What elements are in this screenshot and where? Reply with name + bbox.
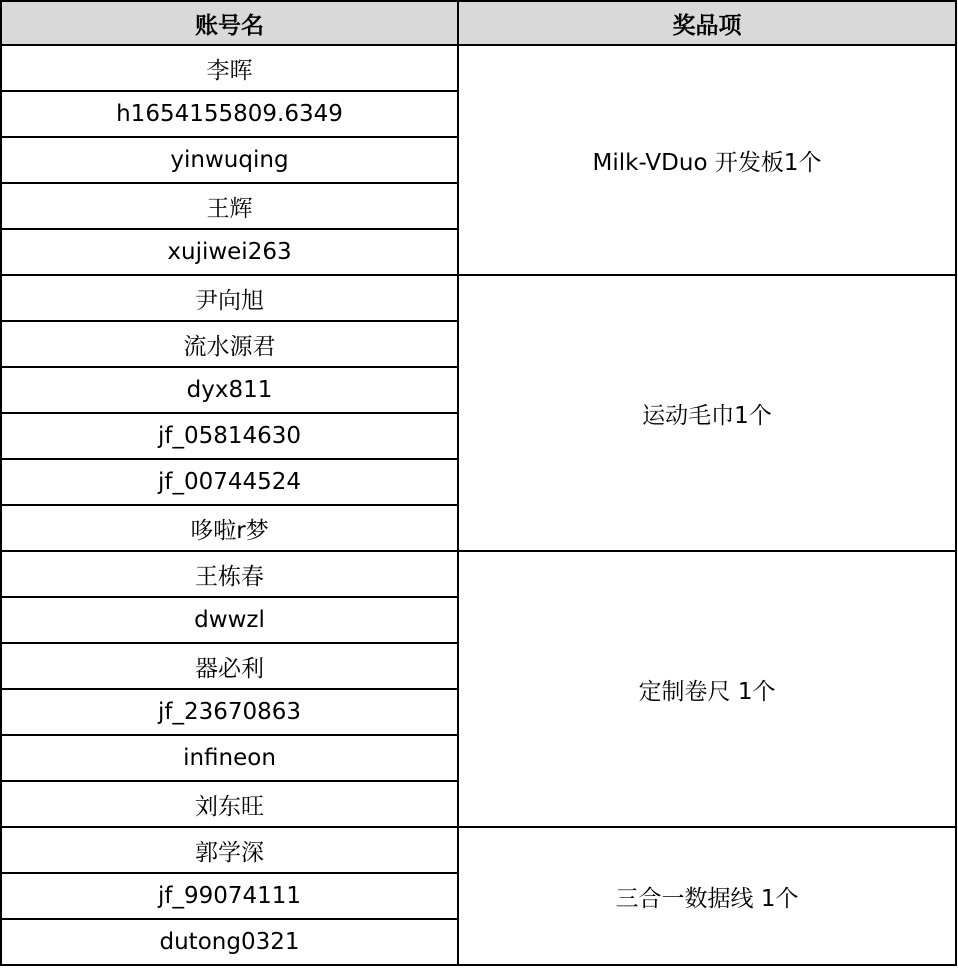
prize-cell: 定制卷尺 1个 xyxy=(458,551,956,827)
account-cell: 王栋春 xyxy=(1,551,458,597)
table-row xyxy=(1,551,956,597)
prize-cell: 运动毛巾1个 xyxy=(458,275,956,551)
account-cell: jf_99074111 xyxy=(1,873,458,919)
account-cell: 郭学深 xyxy=(1,827,458,873)
table-header xyxy=(1,1,956,45)
header-account-name: 账号名 xyxy=(1,1,458,45)
account-cell: h1654155809.6349 xyxy=(1,91,458,137)
table-row xyxy=(1,827,956,873)
prize-cell: 三合一数据线 1个 xyxy=(458,827,956,965)
account-cell: 刘东旺 xyxy=(1,781,458,827)
account-cell: xujiwei263 xyxy=(1,229,458,275)
header-prize: 奖品项 xyxy=(458,1,956,45)
account-cell: 王辉 xyxy=(1,183,458,229)
account-cell: jf_05814630 xyxy=(1,413,458,459)
account-cell: dutong0321 xyxy=(1,919,458,965)
table-body xyxy=(1,45,956,965)
account-cell: 哆啦r梦 xyxy=(1,505,458,551)
account-cell: dwwzl xyxy=(1,597,458,643)
account-cell: yinwuqing xyxy=(1,137,458,183)
table-row xyxy=(1,45,956,91)
account-cell: 流水源君 xyxy=(1,321,458,367)
prize-cell: Milk-VDuo 开发板1个 xyxy=(458,45,956,275)
account-cell: jf_00744524 xyxy=(1,459,458,505)
account-cell: dyx811 xyxy=(1,367,458,413)
table-row xyxy=(1,275,956,321)
account-cell: 李晖 xyxy=(1,45,458,91)
account-cell: infineon xyxy=(1,735,458,781)
account-cell: jf_23670863 xyxy=(1,689,458,735)
header-row xyxy=(1,1,956,45)
account-cell: 尹向旭 xyxy=(1,275,458,321)
account-cell: 器必利 xyxy=(1,643,458,689)
